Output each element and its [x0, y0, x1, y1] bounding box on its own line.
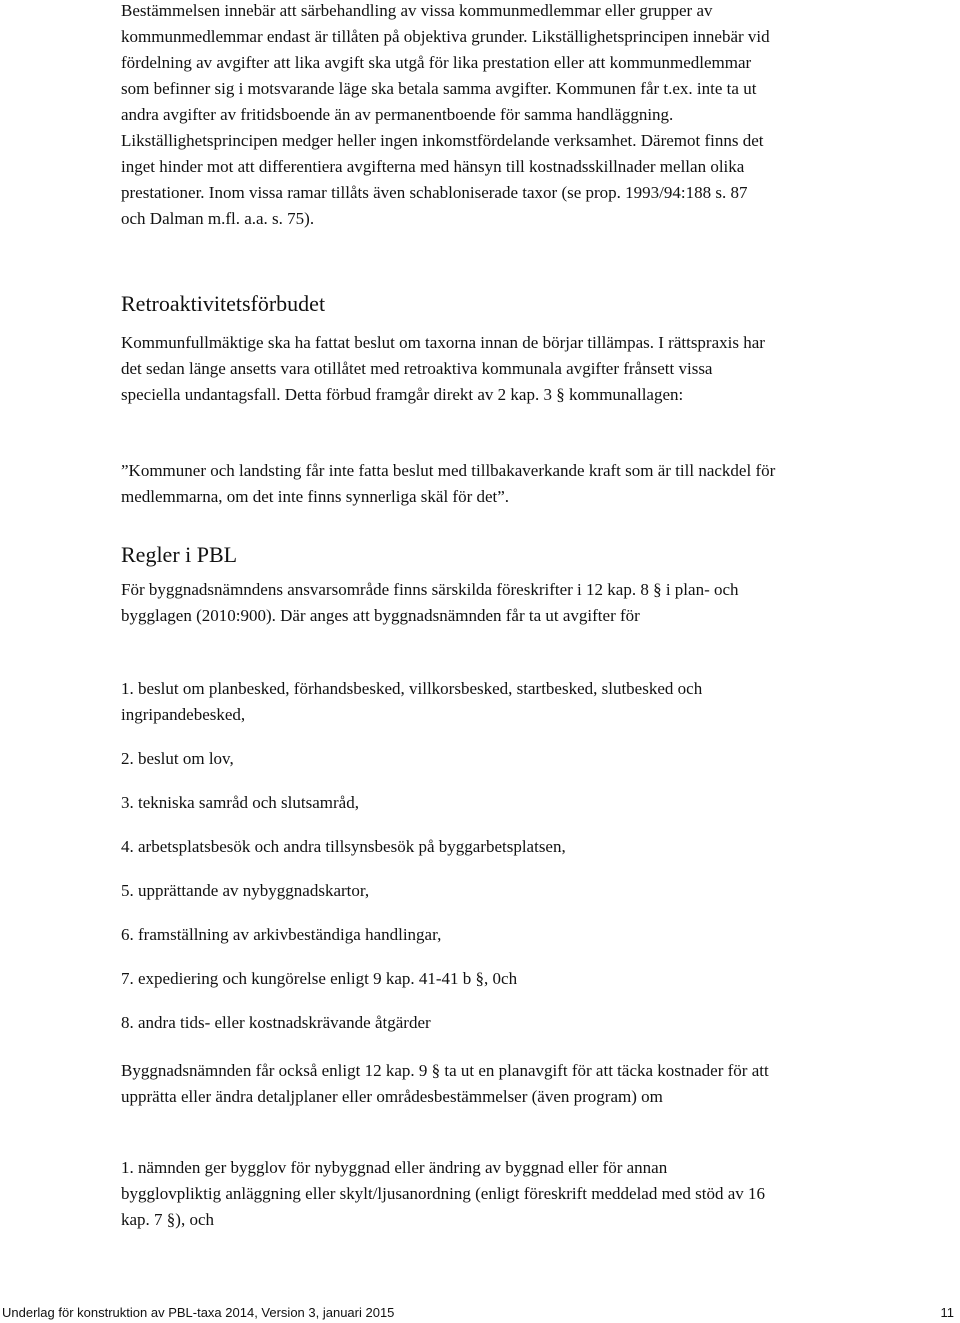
list-item-planavgift: 1. nämnden ger bygglov för nybyggnad eller ändring av byggnad eller för annan bygglovpliktig anläggning eller skylt/ljusanordning (enligt föreskrift meddelad med stöd av 16 kap. 7 §), och	[121, 1158, 765, 1229]
list-item: 3. tekniska samråd och slutsamråd,	[121, 793, 359, 812]
list-item: 7. expediering och kungörelse enligt 9 kap. 41-41 b §, 0ch	[121, 969, 518, 988]
page-footer	[0, 1305, 960, 1323]
footer-document-title: Underlag för konstruktion av PBL-taxa 2014, Version 3, januari 2015	[2, 1305, 395, 1320]
heading-retroaktivitetsforbudet: Retroaktivitetsförbudet	[121, 291, 326, 316]
list-item: 5. upprättande av nybyggnadskartor,	[121, 881, 370, 900]
paragraph-retroaktivitet: Kommunfullmäktige ska ha fattat beslut om taxorna innan de börjar tillämpas. I rättspraxis har det sedan länge ansetts vara otillåtet med retroaktiva kommunala avgifter frånsett vissa speciella undantagsfall. Detta förbud framgår direkt av 2 kap. 3 § kommunallagen:	[121, 333, 765, 404]
heading-regler-i-pbl: Regler i PBL	[121, 542, 238, 567]
list-item: 2. beslut om lov,	[121, 749, 234, 768]
list-item: 6. framställning av arkivbeständiga handlingar,	[121, 925, 442, 944]
list-item: 1. beslut om planbesked, förhandsbesked, villkorsbesked, startbesked, slutbesked och ingripandebesked,	[121, 679, 703, 724]
paragraph-likstallighet: Bestämmelsen innebär att särbehandling av vissa kommunmedlemmar eller grupper av kommunmedlemmar endast är tillåten på objektiva grunder. Likställighetsprincipen innebär vid fördelning av avgifter att lika avgift ska utgå för lika prestation eller att kommunmedlemmar som befinner sig i motsvarande läge ska betala samma avgifter. Kommunen får t.ex. inte ta ut andra avgifter av fritidsboende än av permanentboende för samma handläggning. Likställighetsprincipen medger heller ingen inkomstfördelande verksamhet. Däremot finns det inget hinder mot att differentiera avgifterna med hänsyn till kostnadsskillnader mellan olika prestationer. Inom vissa ramar tillåts även schabloniserade taxor (se prop. 1993/94:188 s. 87 och Dalman m.fl. a.a. s. 75).	[121, 1, 770, 228]
avgifter-list	[121, 676, 771, 1054]
list-item: 8. andra tids- eller kostnadskrävande åtgärder	[121, 1013, 431, 1032]
quote-kommunallagen: ”Kommuner och landsting får inte fatta beslut med tillbakaverkande kraft som är till nackdel för medlemmarna, om det inte finns synnerliga skäl för det”.	[121, 461, 776, 506]
page-number: 11	[940, 1305, 954, 1320]
list-item: 4. arbetsplatsbesök och andra tillsynsbesök på byggarbetsplatsen,	[121, 837, 566, 856]
paragraph-planavgift: Byggnadsnämnden får också enligt 12 kap. 9 § ta ut en planavgift för att täcka kostnader för att upprätta eller ändra detaljplaner eller områdesbestämmelser (även program) om	[121, 1061, 769, 1106]
paragraph-pbl: För byggnadsnämndens ansvarsområde finns särskilda föreskrifter i 12 kap. 8 § i plan- och bygglagen (2010:900). Där anges att byggnadsnämnden får ta ut avgifter för	[121, 580, 739, 625]
